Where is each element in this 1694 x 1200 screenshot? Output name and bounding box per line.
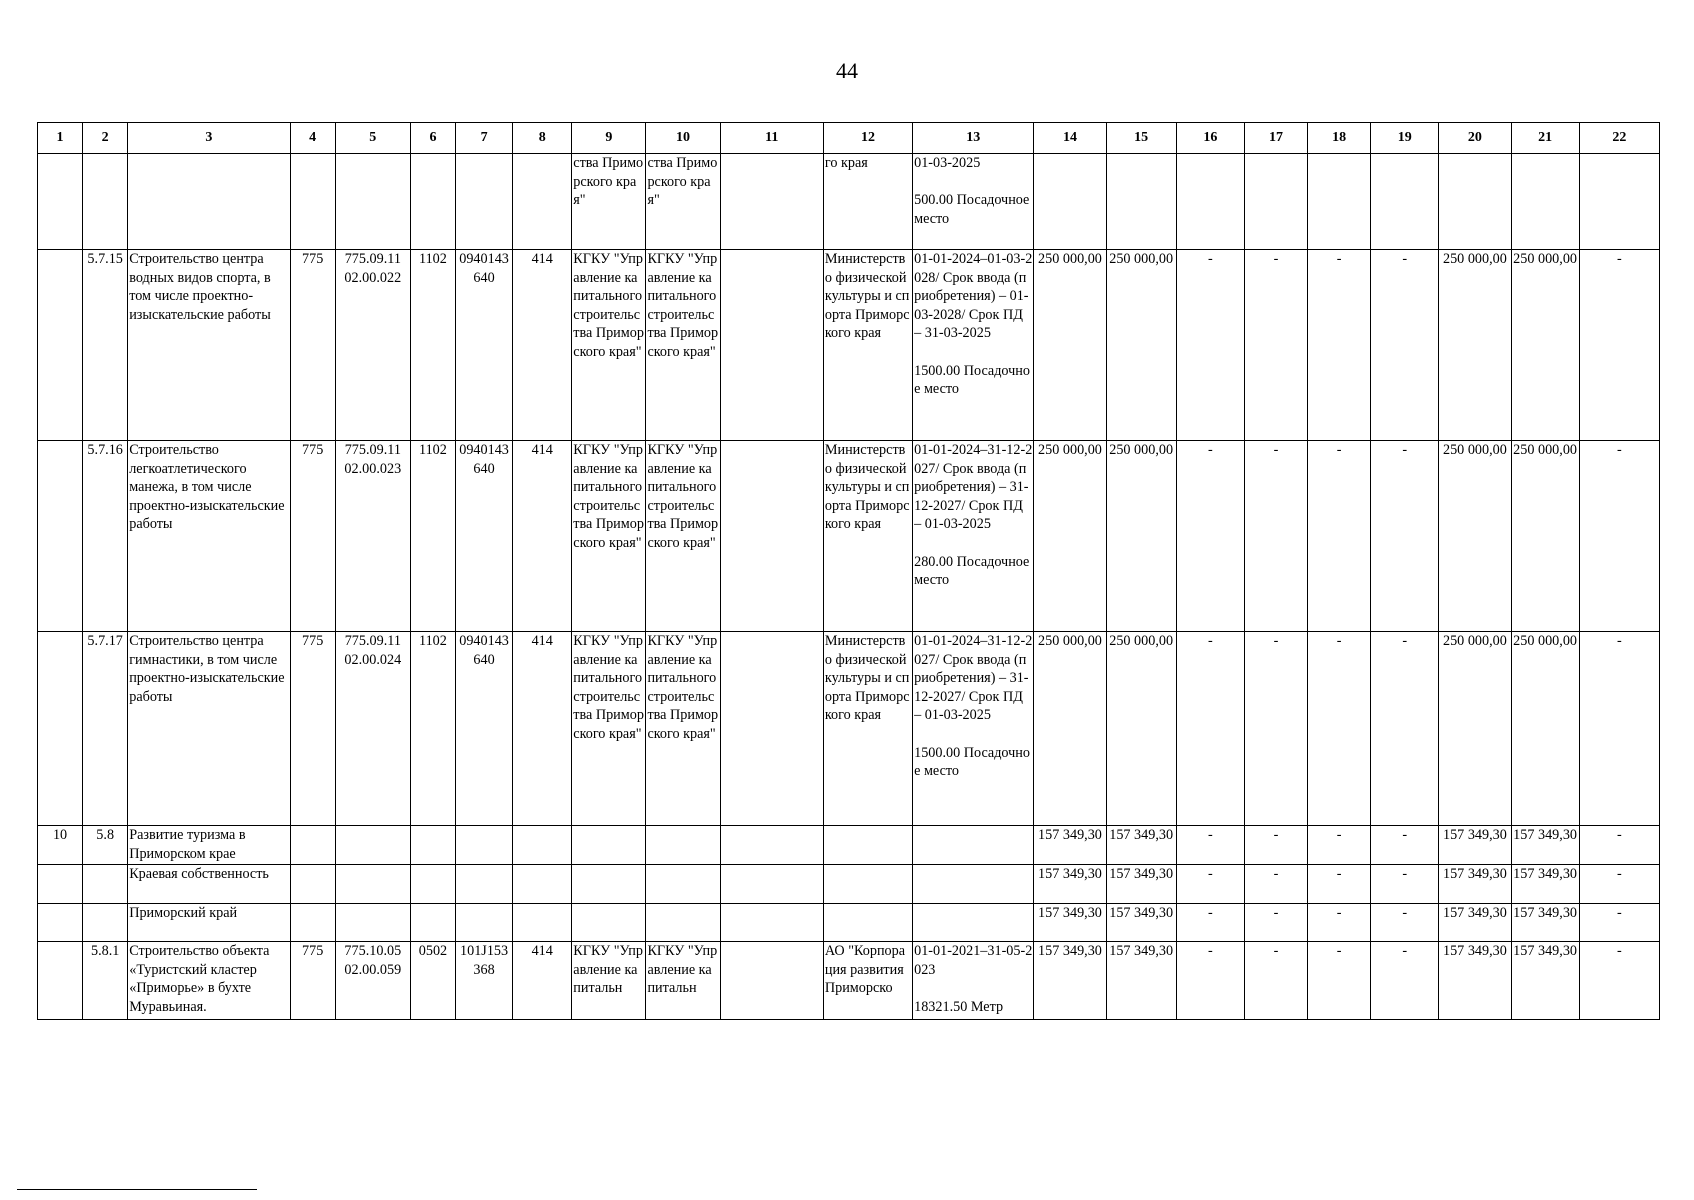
cell-col-12: го края: [823, 154, 912, 250]
cell-col-17: -: [1244, 942, 1307, 1020]
cell-col-2: [83, 154, 128, 250]
table-row-5-7-16: [38, 441, 1660, 632]
cell-col-18: -: [1308, 942, 1371, 1020]
col-header: 9: [572, 123, 646, 154]
col-header: 7: [456, 123, 513, 154]
col-header: 4: [290, 123, 335, 154]
cell-col-10: КГКУ "Управление капитального строительства Приморского края": [646, 250, 720, 441]
cell-col-3: Краевая собственность: [128, 865, 290, 904]
cell-col-2: 5.7.16: [83, 441, 128, 632]
cell-col-17: [1244, 154, 1307, 250]
header-row: [38, 123, 1660, 154]
cell-col-10: [646, 826, 720, 865]
cell-col-16: -: [1176, 865, 1244, 904]
cell-col-20: 157 349,30: [1439, 865, 1511, 904]
cell-col-15: 157 349,30: [1106, 904, 1176, 942]
cell-col-1: [38, 632, 83, 826]
cell-col-1: [38, 441, 83, 632]
cell-col-14: 250 000,00: [1034, 441, 1106, 632]
cell-col-5: [335, 865, 410, 904]
cell-col-5: 775.09.11 02.00.022: [335, 250, 410, 441]
cell-col-18: -: [1308, 250, 1371, 441]
cell-col-14: 250 000,00: [1034, 632, 1106, 826]
cell-col-2: [83, 904, 128, 942]
table-body: [38, 154, 1660, 1020]
cell-col-9: [572, 904, 646, 942]
cell-col-21: 157 349,30: [1511, 942, 1579, 1020]
cell-col-3: Строительство центра водных видов спорта, в том числе проектно-изыскательские работы: [128, 250, 290, 441]
cell-col-10: ства Приморского края": [646, 154, 720, 250]
cell-col-10: [646, 904, 720, 942]
cell-col-6: 1102: [410, 441, 455, 632]
cell-col-5: [335, 904, 410, 942]
cell-col-13: [913, 826, 1034, 865]
cell-col-21: 157 349,30: [1511, 904, 1579, 942]
cell-col-1: [38, 865, 83, 904]
cell-col-12: Министерство физической культуры и спорта Приморского края: [823, 441, 912, 632]
cell-col-3: Развитие туризма в Приморском крае: [128, 826, 290, 865]
cell-col-16: [1176, 154, 1244, 250]
cell-col-8: [513, 154, 572, 250]
col-header: 17: [1244, 123, 1307, 154]
col-header: 14: [1034, 123, 1106, 154]
cell-col-7: [456, 154, 513, 250]
cell-col-12: [823, 904, 912, 942]
col-header: 16: [1176, 123, 1244, 154]
table-row-5-8-1: [38, 942, 1660, 1020]
cell-col-16: -: [1176, 441, 1244, 632]
cell-col-7: [456, 826, 513, 865]
cell-col-9: КГКУ "Управление капитального строительства Приморского края": [572, 632, 646, 826]
cell-col-20: 250 000,00: [1439, 250, 1511, 441]
cell-col-8: 414: [513, 942, 572, 1020]
cell-col-9: [572, 865, 646, 904]
col-header: 1: [38, 123, 83, 154]
cell-col-14: [1034, 154, 1106, 250]
table-row-5-7-17: [38, 632, 1660, 826]
cell-col-19: -: [1371, 942, 1439, 1020]
cell-col-8: [513, 865, 572, 904]
cell-col-7: [456, 904, 513, 942]
cell-col-11: [720, 942, 823, 1020]
col-header: 22: [1579, 123, 1659, 154]
cell-col-15: 157 349,30: [1106, 826, 1176, 865]
cell-col-2: 5.8: [83, 826, 128, 865]
cell-col-4: [290, 904, 335, 942]
cell-col-10: КГКУ "Управление капитального строительства Приморского края": [646, 441, 720, 632]
col-header: 12: [823, 123, 912, 154]
cell-col-1: 10: [38, 826, 83, 865]
cell-col-13: 01-03-2025 500.00 Посадочное место: [913, 154, 1034, 250]
cell-col-10: [646, 865, 720, 904]
col-header: 2: [83, 123, 128, 154]
cell-col-4: [290, 865, 335, 904]
cell-col-5: [335, 826, 410, 865]
cell-col-10: КГКУ "Управление капитального строительства Приморского края": [646, 632, 720, 826]
cell-col-3: Строительство объекта «Туристский кластер «Приморье» в бухте Муравьиная.: [128, 942, 290, 1020]
cell-col-6: 0502: [410, 942, 455, 1020]
col-header: 8: [513, 123, 572, 154]
cell-col-11: [720, 865, 823, 904]
cell-col-16: -: [1176, 250, 1244, 441]
cell-col-1: [38, 250, 83, 441]
cell-col-6: 1102: [410, 250, 455, 441]
cell-col-8: 414: [513, 250, 572, 441]
cell-col-19: -: [1371, 250, 1439, 441]
col-header: 10: [646, 123, 720, 154]
cell-col-7: 101J153368: [456, 942, 513, 1020]
col-header: 19: [1371, 123, 1439, 154]
cell-col-21: 250 000,00: [1511, 441, 1579, 632]
cell-col-20: 157 349,30: [1439, 942, 1511, 1020]
table-row-regional-property: [38, 865, 1660, 904]
cell-col-20: 250 000,00: [1439, 441, 1511, 632]
cell-col-13: [913, 865, 1034, 904]
cell-col-2: 5.7.15: [83, 250, 128, 441]
cell-col-2: 5.7.17: [83, 632, 128, 826]
cell-col-22: -: [1579, 250, 1659, 441]
investment-objects-table: [37, 122, 1660, 1020]
cell-col-15: 250 000,00: [1106, 632, 1176, 826]
cell-col-8: 414: [513, 632, 572, 826]
cell-col-16: -: [1176, 826, 1244, 865]
cell-col-5: 775.09.11 02.00.023: [335, 441, 410, 632]
cell-col-12: АО "Корпорация развития Приморско: [823, 942, 912, 1020]
cell-col-17: -: [1244, 904, 1307, 942]
cell-col-17: -: [1244, 250, 1307, 441]
cell-col-17: -: [1244, 865, 1307, 904]
cell-col-13: 01-01-2021–31-05-2023 18321.50 Метр: [913, 942, 1034, 1020]
cell-col-15: 250 000,00: [1106, 441, 1176, 632]
footnote-rule: [17, 1189, 257, 1190]
cell-col-14: 157 349,30: [1034, 942, 1106, 1020]
cell-col-21: 157 349,30: [1511, 865, 1579, 904]
cell-col-13: 01-01-2024–31-12-2027/ Срок ввода (приобретения) – 31-12-2027/ Срок ПД – 01-03-2025 280.00 Посадочное место: [913, 441, 1034, 632]
page-number: 44: [836, 58, 858, 83]
cell-col-7: [456, 865, 513, 904]
cell-col-3: Строительство центра гимнастики, в том числе проектно-изыскательские работы: [128, 632, 290, 826]
cell-col-2: 5.8.1: [83, 942, 128, 1020]
cell-col-22: -: [1579, 865, 1659, 904]
cell-col-3: [128, 154, 290, 250]
table-row-continued: [38, 154, 1660, 250]
cell-col-19: -: [1371, 904, 1439, 942]
cell-col-5: 775.10.05 02.00.059: [335, 942, 410, 1020]
cell-col-18: [1308, 154, 1371, 250]
cell-col-1: [38, 942, 83, 1020]
cell-col-9: КГКУ "Управление капитального строительства Приморского края": [572, 441, 646, 632]
cell-col-11: [720, 632, 823, 826]
col-header: 13: [913, 123, 1034, 154]
cell-col-15: 157 349,30: [1106, 865, 1176, 904]
cell-col-3: Строительство легкоатлетического манежа, в том числе проектно-изыскательские работы: [128, 441, 290, 632]
cell-col-18: -: [1308, 632, 1371, 826]
cell-col-9: КГКУ "Управление капитальн: [572, 942, 646, 1020]
cell-col-1: [38, 904, 83, 942]
cell-col-22: -: [1579, 826, 1659, 865]
col-header: 21: [1511, 123, 1579, 154]
cell-col-22: -: [1579, 632, 1659, 826]
table-row-primorsky-krai: [38, 904, 1660, 942]
cell-col-11: [720, 826, 823, 865]
cell-col-16: -: [1176, 632, 1244, 826]
cell-col-13: 01-01-2024–01-03-2028/ Срок ввода (приобретения) – 01-03-2028/ Срок ПД – 31-03-2025 1500.00 Посадочное место: [913, 250, 1034, 441]
cell-col-8: [513, 826, 572, 865]
col-header: 6: [410, 123, 455, 154]
cell-col-4: 775: [290, 942, 335, 1020]
cell-col-5: [335, 154, 410, 250]
cell-col-7: 0940143640: [456, 250, 513, 441]
cell-col-19: [1371, 154, 1439, 250]
cell-col-22: [1579, 154, 1659, 250]
cell-col-8: 414: [513, 441, 572, 632]
cell-col-18: -: [1308, 441, 1371, 632]
cell-col-6: [410, 154, 455, 250]
cell-col-12: Министерство физической культуры и спорта Приморского края: [823, 250, 912, 441]
cell-col-10: КГКУ "Управление капитальн: [646, 942, 720, 1020]
cell-col-15: [1106, 154, 1176, 250]
cell-col-4: [290, 826, 335, 865]
table-row-5-8: [38, 826, 1660, 865]
cell-col-14: 157 349,30: [1034, 865, 1106, 904]
cell-col-3: Приморский край: [128, 904, 290, 942]
cell-col-13: [913, 904, 1034, 942]
cell-col-4: 775: [290, 441, 335, 632]
cell-col-9: ства Приморского края": [572, 154, 646, 250]
cell-col-7: 0940143640: [456, 441, 513, 632]
col-header: 5: [335, 123, 410, 154]
cell-col-20: 250 000,00: [1439, 632, 1511, 826]
cell-col-11: [720, 154, 823, 250]
cell-col-17: -: [1244, 826, 1307, 865]
cell-col-21: 157 349,30: [1511, 826, 1579, 865]
cell-col-19: -: [1371, 632, 1439, 826]
cell-col-6: [410, 904, 455, 942]
cell-col-9: [572, 826, 646, 865]
cell-col-20: 157 349,30: [1439, 826, 1511, 865]
cell-col-12: Министерство физической культуры и спорта Приморского края: [823, 632, 912, 826]
cell-col-16: -: [1176, 942, 1244, 1020]
cell-col-17: -: [1244, 441, 1307, 632]
cell-col-14: 157 349,30: [1034, 904, 1106, 942]
cell-col-13: 01-01-2024–31-12-2027/ Срок ввода (приобретения) – 31-12-2027/ Срок ПД – 01-03-2025 1500.00 Посадочное место: [913, 632, 1034, 826]
cell-col-6: [410, 865, 455, 904]
cell-col-6: 1102: [410, 632, 455, 826]
cell-col-8: [513, 904, 572, 942]
cell-col-12: [823, 865, 912, 904]
cell-col-21: [1511, 154, 1579, 250]
col-header: 20: [1439, 123, 1511, 154]
cell-col-18: -: [1308, 826, 1371, 865]
cell-col-4: 775: [290, 250, 335, 441]
cell-col-11: [720, 441, 823, 632]
cell-col-22: -: [1579, 904, 1659, 942]
cell-col-14: 250 000,00: [1034, 250, 1106, 441]
cell-col-2: [83, 865, 128, 904]
cell-col-14: 157 349,30: [1034, 826, 1106, 865]
cell-col-19: -: [1371, 826, 1439, 865]
cell-col-11: [720, 904, 823, 942]
cell-col-12: [823, 826, 912, 865]
cell-col-4: 775: [290, 632, 335, 826]
cell-col-18: -: [1308, 865, 1371, 904]
cell-col-20: 157 349,30: [1439, 904, 1511, 942]
cell-col-1: [38, 154, 83, 250]
cell-col-17: -: [1244, 632, 1307, 826]
cell-col-5: 775.09.11 02.00.024: [335, 632, 410, 826]
cell-col-15: 157 349,30: [1106, 942, 1176, 1020]
cell-col-4: [290, 154, 335, 250]
col-header: 11: [720, 123, 823, 154]
cell-col-16: -: [1176, 904, 1244, 942]
cell-col-7: 0940143640: [456, 632, 513, 826]
cell-col-11: [720, 250, 823, 441]
cell-col-18: -: [1308, 904, 1371, 942]
col-header: 18: [1308, 123, 1371, 154]
cell-col-22: -: [1579, 942, 1659, 1020]
col-header: 3: [128, 123, 290, 154]
cell-col-22: -: [1579, 441, 1659, 632]
cell-col-19: -: [1371, 441, 1439, 632]
cell-col-19: -: [1371, 865, 1439, 904]
cell-col-6: [410, 826, 455, 865]
cell-col-20: [1439, 154, 1511, 250]
cell-col-9: КГКУ "Управление капитального строительства Приморского края": [572, 250, 646, 441]
table-row-5-7-15: [38, 250, 1660, 441]
cell-col-15: 250 000,00: [1106, 250, 1176, 441]
cell-col-21: 250 000,00: [1511, 632, 1579, 826]
col-header: 15: [1106, 123, 1176, 154]
cell-col-21: 250 000,00: [1511, 250, 1579, 441]
